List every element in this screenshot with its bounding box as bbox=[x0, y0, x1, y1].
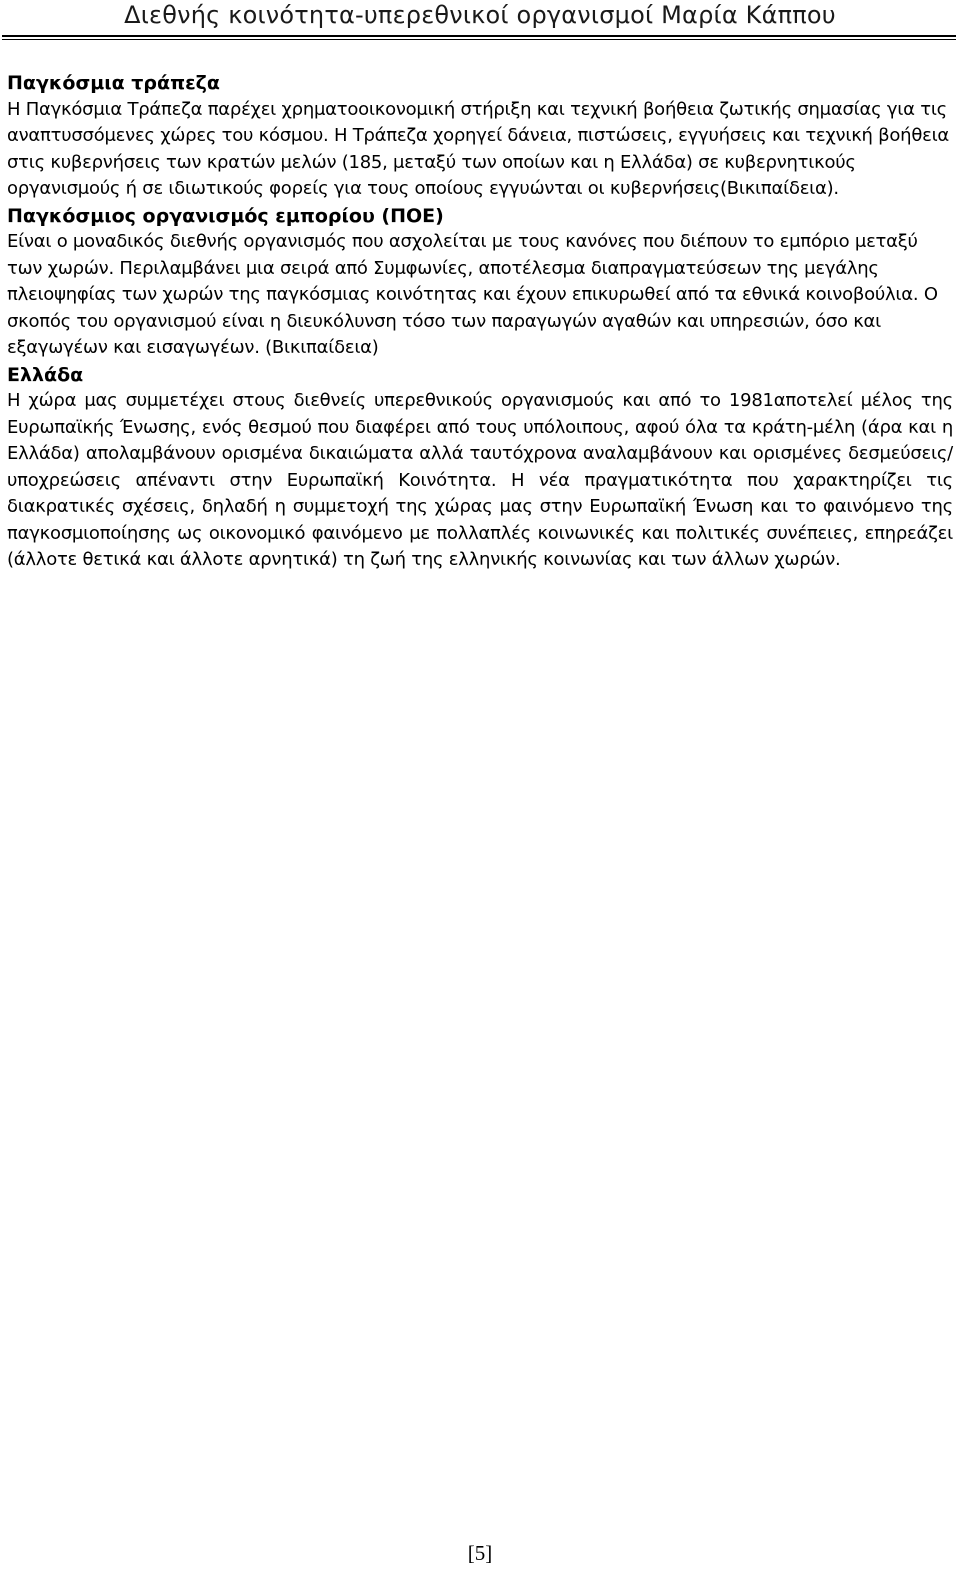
header-rule bbox=[2, 35, 956, 37]
section-paragraph: Η Παγκόσμια Τράπεζα παρέχει χρηματοοικονομική στήριξη και τεχνική βοήθεια ζωτικής σημασίας για τις αναπτυσσόμενες χώρες του κόσμου. Η Τράπεζα χορηγεί δάνεια, πιστώσεις, εγγυήσεις και τεχνική βοήθεια στις κυβερνήσεις των κρατών μελών (185, μεταξύ των οποίων και η Ελλάδα) σε κυβερνητικούς οργανισμούς ή σε ιδιωτικούς φορείς για τους οποίους εγγυώνται οι κυβερνήσεις(Βικιπαίδεια). bbox=[7, 98, 950, 199]
section-wto bbox=[7, 203, 953, 362]
section-heading: Παγκόσμια τράπεζα bbox=[7, 72, 220, 94]
section-greece bbox=[7, 362, 953, 574]
header-title: Διεθνής κοινότητα-υπερεθνικοί οργανισμοί Μαρία Κάππου bbox=[124, 1, 836, 29]
document-body bbox=[7, 70, 953, 574]
page-number: [5] bbox=[467, 1541, 493, 1565]
page-header bbox=[0, 0, 960, 40]
header-rule-thin bbox=[2, 39, 956, 40]
section-paragraph: Η χώρα μας συμμετέχει στους διεθνείς υπερεθνικούς οργανισμούς και από το 1981αποτελεί μέλος της Ευρωπαϊκής Ένωσης, ενός θεσμού που διαφέρει από τους υπόλοιπους, αφού όλα τα κράτη-μέλη (άρα και η Ελλάδα) απολαμβάνουν ορισμένα δικαιώματα αλλά ταυτόχρονα αναλαμβάνουν και ορισμένες δεσμεύσεις/υποχρεώσεις απέναντι στην Ευρωπαϊκή Κοινότητα. Η νέα πραγματικότητα που χαρακτηρίζει τις διακρατικές σχέσεις, δηλαδή η συμμετοχή της χώρας μας στην Ευρωπαϊκή Ένωση και το φαινόμενο της παγκοσμιοποίησης ως οικονομικό φαινόμενο με πολλαπλές κοινωνικές και πολιτικές συνέπειες, επηρεάζει (άλλοτε θετικά και άλλοτε αρνητικά) τη ζωή της ελληνικής κοινωνίας και των άλλων χωρών. bbox=[7, 390, 953, 570]
section-paragraph: Είναι ο μοναδικός διεθνής οργανισμός που ασχολείται με τους κανόνες που διέπουν το εμπόριο μεταξύ των χωρών. Περιλαμβάνει μια σειρά από Συμφωνίες, αποτέλεσμα διαπραγματεύσεων της μεγάλης πλειοψηφίας των χωρών της παγκόσμιας κοινότητας και έχουν επικυρωθεί από τα εθνικά κοινοβούλια. Ο σκοπός του οργανισμού είναι η διευκόλυνση τόσο των παραγωγών αγαθών και υπηρεσιών, όσο και εξαγωγέων και εισαγωγέων. (Βικιπαίδεια) bbox=[7, 231, 938, 358]
section-world-bank bbox=[7, 70, 953, 203]
section-heading: Παγκόσμιος οργανισμός εμπορίου (ΠΟΕ) bbox=[7, 204, 444, 227]
section-heading: Ελλάδα bbox=[7, 363, 84, 386]
